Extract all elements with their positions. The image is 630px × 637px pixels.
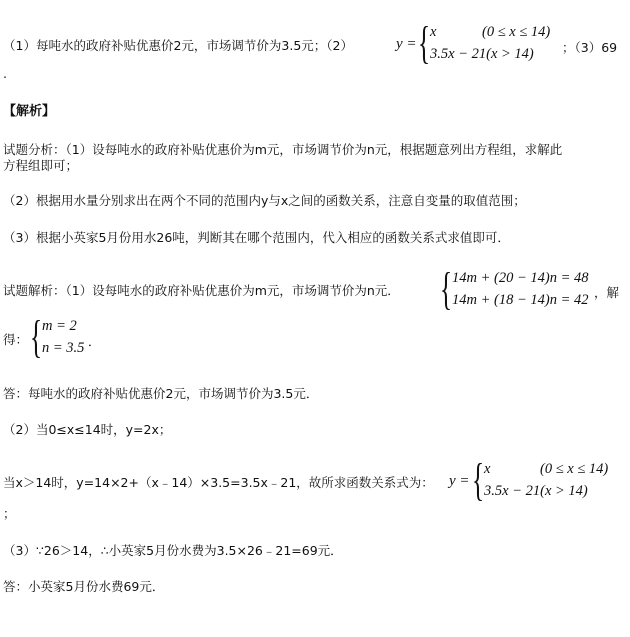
solution-part3: （3）∵26＞14，∴小英家5月份水费为3.5×26﹣21=69元． [3, 543, 343, 558]
analysis-line2: （2）根据用水量分别求出在两个不同的范围内y与x之间的函数关系，注意自变量的取值范围； [3, 193, 526, 208]
equation-system [440, 263, 590, 314]
solution-answer1: 答：每吨水的政府补贴优惠价2元，市场调节价为3.5元． [3, 386, 319, 401]
solution-case1-expr: x [484, 461, 491, 477]
analysis-line3: （3）根据小英家5月份用水26吨，判断其在哪个范围内，代入相应的函数关系式求值即可． [3, 230, 510, 245]
answer-y-eq: y = [396, 36, 417, 52]
left-brace-icon: { [30, 311, 43, 362]
case1-expr: x [430, 24, 437, 40]
analysis-line1a: 试题分析：（1）设每吨水的政府补贴优惠价为m元，市场调节价为n元，根据题意列出方程组，求解此 [3, 142, 563, 157]
solution-semicolon: ； [3, 506, 16, 521]
equation-2: 14m + (18 − 14)n = 42 [452, 292, 589, 308]
solution-part2a: （2）当0≤x≤14时，y=2x； [3, 422, 172, 437]
answer-part1: （1）每吨水的政府补贴优惠价2元，市场调节价为3.5元；（2） [3, 38, 353, 53]
answer-period: . [3, 66, 7, 81]
solution-de: 得： [3, 332, 29, 347]
solution-part2b: 当x＞14时，y=14×2+（x﹣14）×3.5=3.5x﹣21，故所求函数关系式为： [3, 475, 434, 490]
solution-n: n = 3.5 [42, 340, 85, 356]
case1-cond: (0 ≤ x ≤ 14) [482, 24, 551, 40]
left-brace-icon: { [440, 263, 453, 314]
solution-values [30, 311, 90, 362]
solution-case2 [484, 483, 588, 500]
solution-case2-expr: 3.5x − 21 [484, 483, 541, 499]
solution-m: m = 2 [42, 318, 77, 334]
case1 [430, 24, 551, 41]
solution-piecewise [472, 454, 622, 505]
analysis-line1b: 方程组即可； [3, 158, 79, 173]
case2-expr: 3.5x − 21 [430, 46, 487, 62]
left-brace-icon: { [418, 17, 431, 68]
solution-line1: 试题解析：（1）设每吨水的政府补贴优惠价为m元，市场调节价为n元． [3, 283, 400, 298]
solution-answer3: 答：小英家5月份水费69元． [3, 579, 165, 594]
answer-part3: ；（3）69 [562, 40, 618, 55]
solution-y-eq: y = [449, 473, 470, 489]
answer-piecewise [418, 17, 563, 68]
equation-1: 14m + (20 − 14)n = 48 [452, 270, 589, 286]
left-brace-icon: { [472, 454, 485, 505]
solution-case1-cond: (0 ≤ x ≤ 14) [540, 461, 609, 477]
analysis-header: 【解析】 [3, 104, 56, 119]
case2-cond: (x > 14) [486, 46, 534, 62]
case2 [430, 46, 534, 63]
solution-jie: ，解 [594, 285, 620, 300]
solution-end: ． [88, 334, 101, 349]
solution-case1 [484, 461, 609, 478]
solution-case2-cond: (x > 14) [540, 483, 588, 499]
